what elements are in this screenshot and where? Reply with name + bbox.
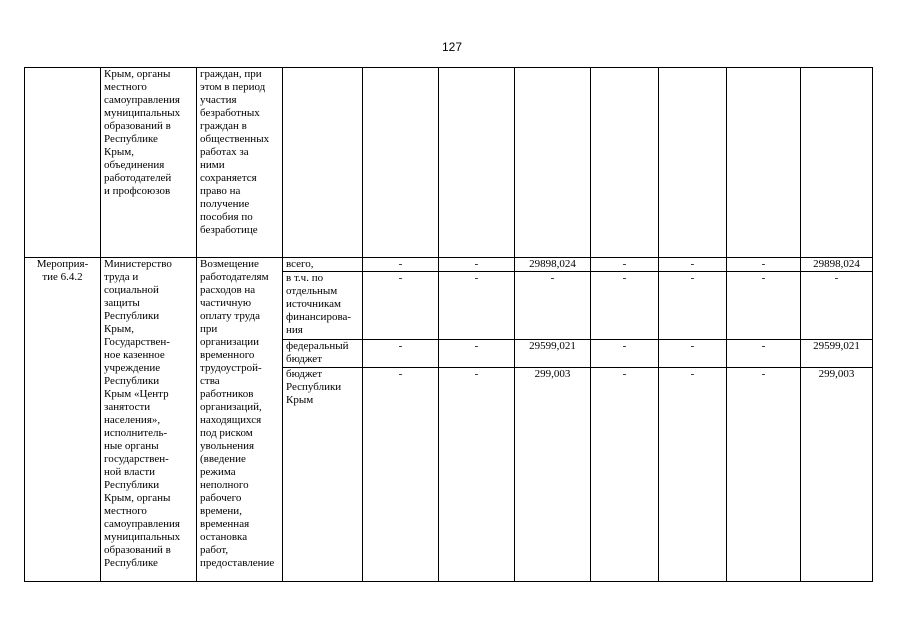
value-cell: - (439, 340, 515, 368)
table-row (25, 258, 873, 272)
value-cell: 29599,021 (515, 340, 591, 368)
budget-table (24, 67, 873, 582)
description-cell: граждан, при этом в период участия безработных граждан в общественных работах за ними сохраняется право на получение пособия по безработице (197, 68, 283, 258)
source-label: бюджет Республики Крым (283, 368, 363, 582)
value-cell: 299,003 (801, 368, 873, 582)
value-cell: - (439, 368, 515, 582)
executor-cell: Крым, органы местного самоуправления муниципальных образований в Республике Крым, объединения работодателей и профсоюзов (101, 68, 197, 258)
value-cell: - (727, 258, 801, 272)
value-cell: - (659, 272, 727, 340)
value-cell: - (363, 368, 439, 582)
value-cell: - (363, 258, 439, 272)
value-cell: - (591, 272, 659, 340)
executor-cell: Министерство труда и социальной защиты Республики Крым, Государствен- ное казенное учреждение Республики Крым «Центр занятости населения», исполнитель- ные органы государствен- ной власти Республики Крым, органы местного самоуправления муниципальных образований в Республике (101, 258, 197, 582)
value-cell: - (727, 272, 801, 340)
value-cell: 29898,024 (801, 258, 873, 272)
value-cell: - (591, 368, 659, 582)
page-number: 127 (441, 40, 463, 54)
table-row (25, 68, 873, 258)
value-cell: - (363, 340, 439, 368)
value-cell: - (801, 272, 873, 340)
description-cell: Возмещение работодателям расходов на частичную оплату труда при организации временного трудоустрой- ства работников организаций, находящихся под риском увольнения (введение режима неполного рабочего времени, временная остановка работ, предоставление (197, 258, 283, 582)
value-cell: - (363, 272, 439, 340)
value-cell: - (659, 340, 727, 368)
value-cell: - (659, 258, 727, 272)
source-label: федеральный бюджет (283, 340, 363, 368)
value-cell: 299,003 (515, 368, 591, 582)
value-cell: - (591, 258, 659, 272)
value-cell: - (439, 258, 515, 272)
value-cell: - (727, 368, 801, 582)
measure-cell (25, 68, 101, 258)
value-cell: - (727, 340, 801, 368)
measure-cell: Мероприя- тие 6.4.2 (25, 258, 101, 582)
value-cell: - (659, 368, 727, 582)
value-cell: - (439, 272, 515, 340)
value-cell: 29898,024 (515, 258, 591, 272)
source-label: в т.ч. по отдельным источникам финансирова- ния (283, 272, 363, 340)
value-cell: 29599,021 (801, 340, 873, 368)
value-cell: - (515, 272, 591, 340)
source-label: всего, (283, 258, 363, 272)
value-cell: - (591, 340, 659, 368)
